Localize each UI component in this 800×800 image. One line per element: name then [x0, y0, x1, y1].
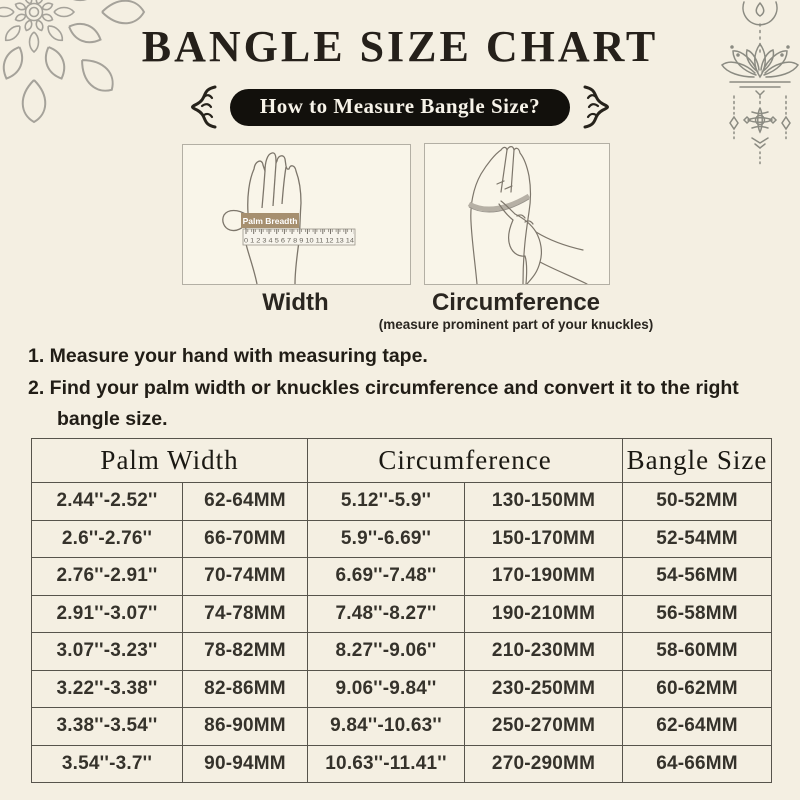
table-row: [32, 595, 772, 633]
instruction-step-1: 1. Measure your hand with measuring tape.: [28, 345, 428, 367]
table-cell: 60-62MM: [623, 670, 772, 708]
table-cell: 230-250MM: [465, 670, 623, 708]
table-row: [32, 633, 772, 671]
table-header-row: [32, 439, 772, 483]
table-cell: 5.12''-5.9'': [308, 483, 465, 521]
table-cell: 2.76''-2.91'': [32, 558, 183, 596]
table-row: [32, 670, 772, 708]
table-cell: 10.63''-11.41'': [308, 745, 465, 783]
table-cell: 56-58MM: [623, 595, 772, 633]
table-cell: 7.48''-8.27'': [308, 595, 465, 633]
page-title: BANGLE SIZE CHART: [141, 22, 659, 71]
table-cell: 52-54MM: [623, 520, 772, 558]
table-cell: 2.44''-2.52'': [32, 483, 183, 521]
table-cell: 64-66MM: [623, 745, 772, 783]
size-conversion-table: [31, 438, 772, 783]
header-bangle-size: Bangle Size: [623, 439, 772, 483]
subtitle-pill: How to Measure Bangle Size?: [230, 89, 570, 126]
header-palm-width: Palm Width: [32, 439, 308, 483]
table-cell: 2.91''-3.07'': [32, 595, 183, 633]
table-cell: 150-170MM: [465, 520, 623, 558]
table-row: [32, 520, 772, 558]
circumference-illustration-box: [424, 143, 610, 285]
table-cell: 62-64MM: [183, 483, 308, 521]
table-cell: 90-94MM: [183, 745, 308, 783]
table-cell: 82-86MM: [183, 670, 308, 708]
table-cell: 9.06''-9.84'': [308, 670, 465, 708]
subtitle-row: [0, 84, 800, 130]
header-circumference: Circumference: [308, 439, 623, 483]
hands-tape-illustration: [425, 144, 609, 284]
table-cell: 86-90MM: [183, 708, 308, 746]
ruler-label: Palm Breadth: [242, 216, 298, 226]
table-cell: 190-210MM: [465, 595, 623, 633]
table-cell: 3.22''-3.38'': [32, 670, 183, 708]
flourish-right-icon: [581, 84, 615, 130]
table-cell: 8.27''-9.06'': [308, 633, 465, 671]
width-label: Width: [262, 289, 329, 316]
table-cell: 78-82MM: [183, 633, 308, 671]
table-cell: 210-230MM: [465, 633, 623, 671]
table-cell: 3.07''-3.23'': [32, 633, 183, 671]
table-cell: 74-78MM: [183, 595, 308, 633]
table-row: [32, 708, 772, 746]
table-cell: 9.84''-10.63'': [308, 708, 465, 746]
table-cell: 62-64MM: [623, 708, 772, 746]
table-cell: 54-56MM: [623, 558, 772, 596]
table-cell: 270-290MM: [465, 745, 623, 783]
instructions: [28, 341, 744, 436]
hand-ruler-illustration: [183, 145, 410, 284]
table-cell: 3.54''-3.7'': [32, 745, 183, 783]
table-cell: 50-52MM: [623, 483, 772, 521]
instruction-step-2: 2. Find your palm width or knuckles circumference and convert it to the right bangle size.: [28, 376, 739, 431]
table-cell: 2.6''-2.76'': [32, 520, 183, 558]
table-row: [32, 483, 772, 521]
table-cell: 3.38''-3.54'': [32, 708, 183, 746]
table-cell: 58-60MM: [623, 633, 772, 671]
table-cell: 6.69''-7.48'': [308, 558, 465, 596]
table-cell: 130-150MM: [465, 483, 623, 521]
ruler-numbers: 0 1 2 3 4 5 6 7 8 9 10 11 12 13 14: [244, 238, 355, 245]
table-cell: 70-74MM: [183, 558, 308, 596]
table-cell: 66-70MM: [183, 520, 308, 558]
circumference-label: Circumference: [431, 289, 601, 316]
table-row: [32, 558, 772, 596]
table-cell: 250-270MM: [465, 708, 623, 746]
table-row: [32, 745, 772, 783]
width-illustration-box: [182, 144, 411, 285]
circumference-caption: (measure prominent part of your knuckles): [378, 317, 654, 332]
flourish-left-icon: [185, 84, 219, 130]
table-cell: 5.9''-6.69'': [308, 520, 465, 558]
table-cell: 170-190MM: [465, 558, 623, 596]
